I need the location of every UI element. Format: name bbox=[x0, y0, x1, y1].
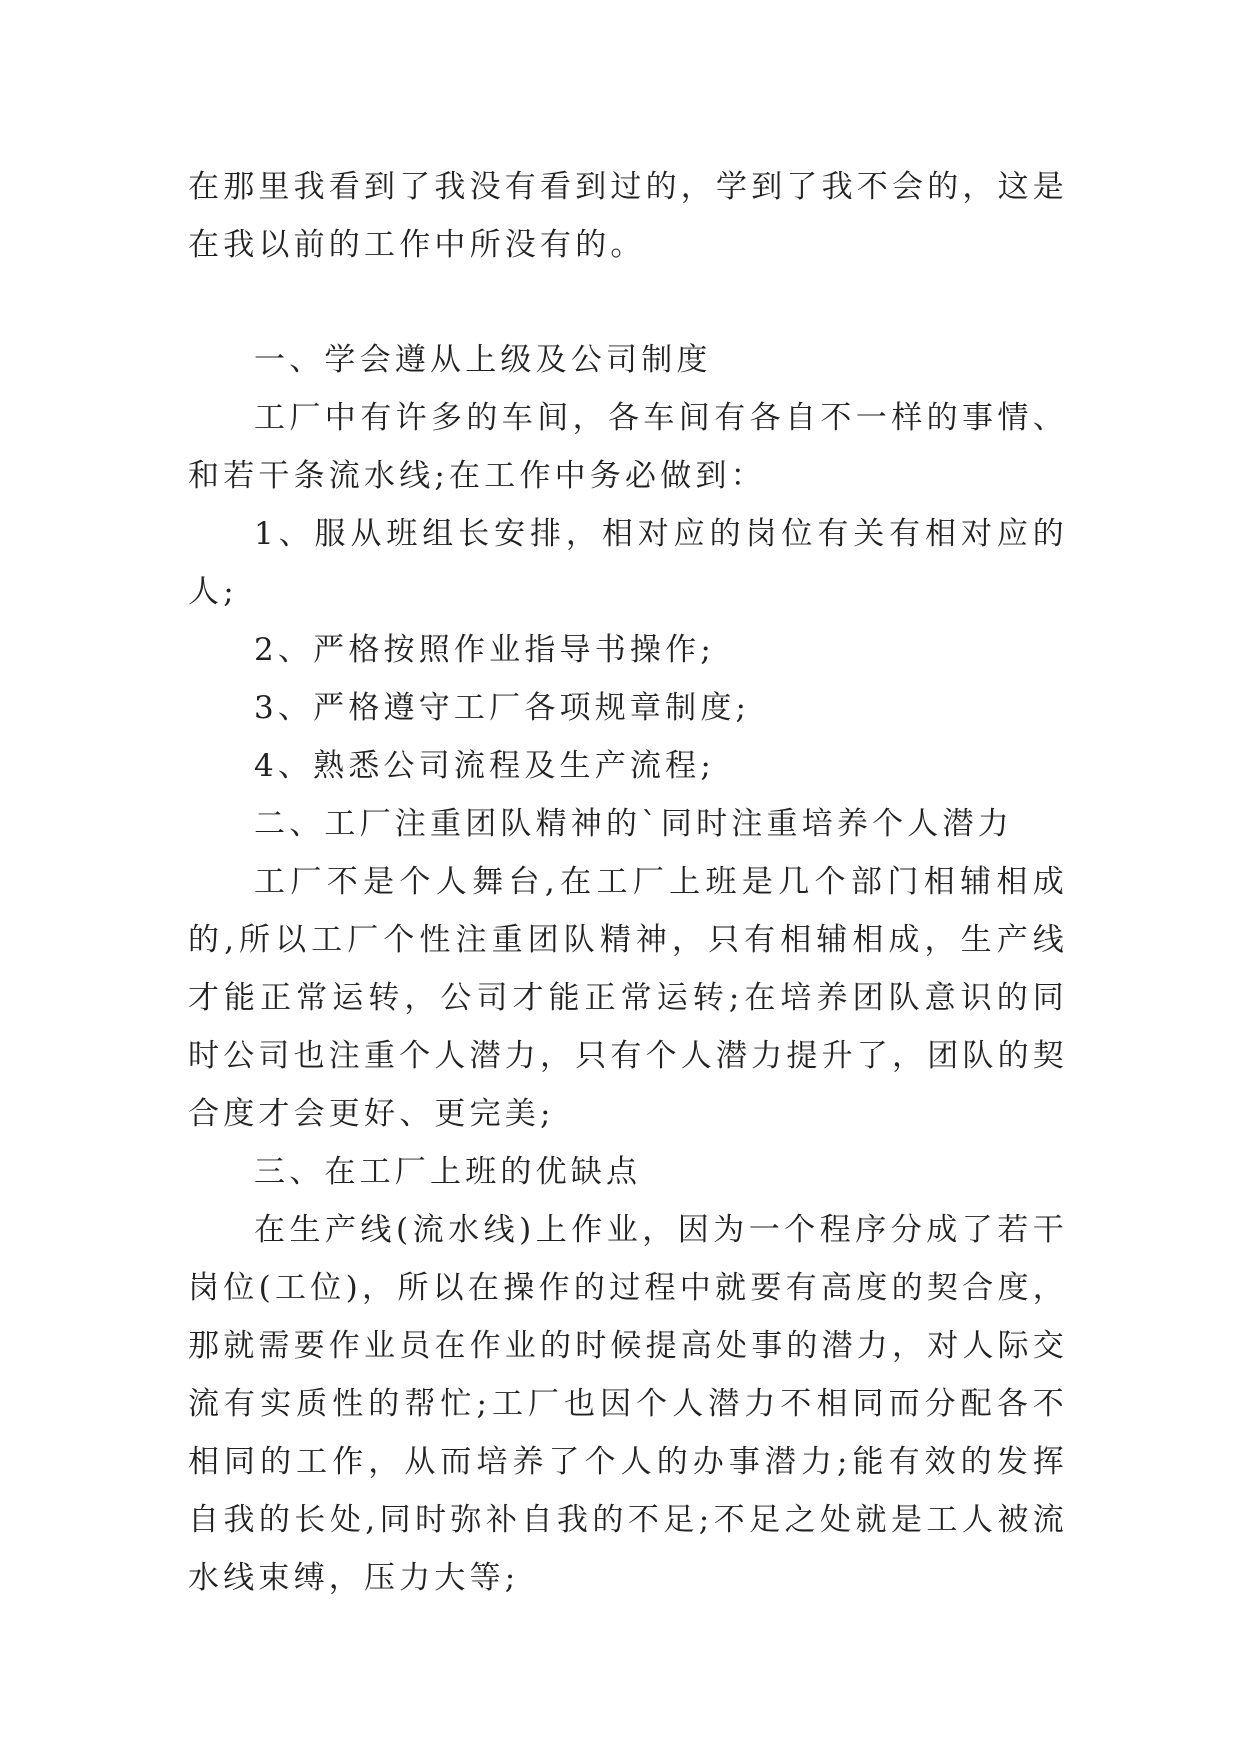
list-item-1: 1、服从班组长安排，相对应的岗位有关有相对应的人; bbox=[188, 516, 1068, 610]
opening-paragraph: 在那里我看到了我没有看到过的，学到了我不会的，这是在我以前的工作中所没有的。 bbox=[188, 169, 1068, 263]
section-heading-3: 三、在工厂上班的优缺点 bbox=[254, 1154, 642, 1190]
document-body bbox=[188, 158, 1068, 1607]
paragraph-teamwork: 工厂不是个人舞台,在工厂上班是几个部门相辅相成的,所以工厂个性注重团队精神，只有相辅相成，生产线才能正常运转，公司才能正常运转;在培养团队意识的同时公司也注重个人潜力，只有个人潜力提升了，团队的契合度才会更好、更完美; bbox=[188, 864, 1068, 1132]
section-heading-1: 一、学会遵从上级及公司制度 bbox=[254, 342, 712, 378]
list-item-2: 2、严格按照作业指导书操作; bbox=[254, 632, 715, 668]
list-item-3: 3、严格遵守工厂各项规章制度; bbox=[254, 690, 751, 726]
paragraph-workshop: 工厂中有许多的车间，各车间有各自不一样的事情、和若干条流水线;在工作中务必做到： bbox=[188, 400, 1068, 494]
section-heading-2: 二、工厂注重团队精神的`同时注重培养个人潜力 bbox=[254, 806, 1013, 842]
list-item-4: 4、熟悉公司流程及生产流程; bbox=[254, 748, 715, 784]
paragraph-pros-cons: 在生产线(流水线)上作业，因为一个程序分成了若干岗位(工位)，所以在操作的过程中就要有高度的契合度，那就需要作业员在作业的时候提高处事的潜力，对人际交流有实质性的帮忙;工厂也因个人潜力不相同而分配各不相同的工作，从而培养了个人的办事潜力;能有效的发挥自我的长处,同时弥补自我的不足;不足之处就是工人被流水线束缚，压力大等; bbox=[188, 1212, 1068, 1596]
